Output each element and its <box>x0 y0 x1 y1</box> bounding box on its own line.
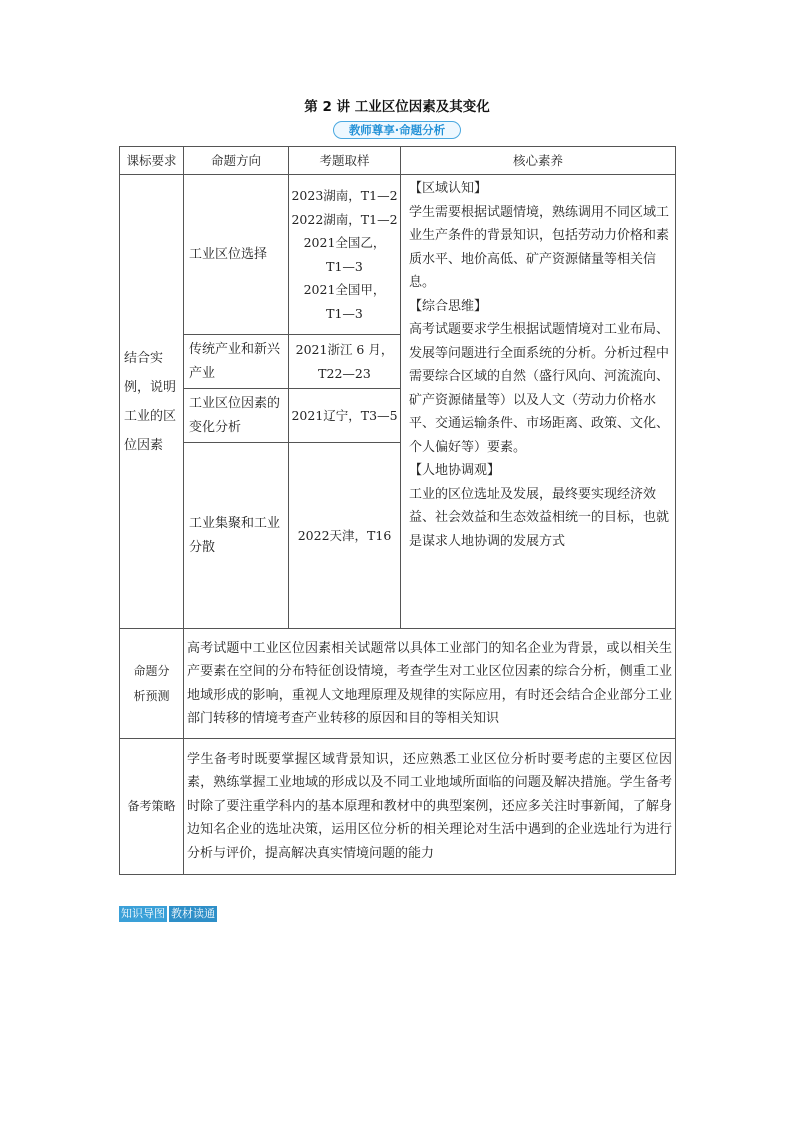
direction-cell: 工业区位因素的变化分析 <box>184 389 289 443</box>
header-cell: 核心素养 <box>401 147 676 175</box>
requirement-cell: 结合实例，说明工业的区位因素 <box>120 175 184 629</box>
header-cell: 命题方向 <box>184 147 289 175</box>
literacy-text: 工业的区位选址及发展，最终要实现经济效益、社会效益和生态效益相统一的目标，也就是谋求人地协调的发展方式 <box>409 486 670 549</box>
direction-cell: 工业集聚和工业分散 <box>184 443 289 629</box>
analysis-label-cell: 命题分析预测 <box>120 629 184 739</box>
source-cell <box>289 175 401 335</box>
table-header-row <box>120 147 676 175</box>
tag-knowledge-map: 知识导图 <box>121 907 165 920</box>
strategy-label-cell: 备考策略 <box>120 739 184 875</box>
page-title: 第 2 讲 工业区位因素及其变化 <box>304 99 490 115</box>
literacy-heading: 【综合思维】 <box>409 298 488 314</box>
table-row <box>120 629 676 739</box>
source-cell <box>289 443 401 629</box>
analysis-table <box>119 146 676 875</box>
tag-textbook-reading: 教材读通 <box>171 907 215 920</box>
literacy-text: 学生需要根据试题情境，熟练调用不同区域工业生产条件的背景知识，包括劳动力价格和素质水平、地价高低、矿产资源储量等相关信息。 <box>409 204 670 290</box>
table-row <box>120 739 676 875</box>
literacy-heading: 【区域认知】 <box>409 181 488 196</box>
core-literacy-cell <box>401 175 676 629</box>
section-tags <box>119 906 217 922</box>
source-line: T1—3 <box>326 305 363 321</box>
source-line: T1—3 <box>326 258 363 274</box>
literacy-text: 高考试题要求学生根据试题情境对工业布局、发展等问题进行全面系统的分析。分析过程中需要综合区域的自然（盛行风向、河流流向、矿产资源储量等）以及人文（劳动力价格水平、交通运输条件、市场距离、政策、文化、个人偏好等）要素。 <box>409 322 670 455</box>
source-line: 2021全国乙， <box>303 235 386 250</box>
source-line: 2021全国甲， <box>303 282 386 297</box>
direction-cell: 工业区位选择 <box>184 175 289 335</box>
analysis-text-cell: 高考试题中工业区位因素相关试题常以具体工业部门的知名企业为背景，或以相关生产要素在空间的分布特征创设情境，考查学生对工业区位因素的综合分析，侧重工业地域形成的影响，重视人文地理原理及规律的实际应用，有时还会结合企业部分工业部门转移的情境考查产业转移的原因和目的等相关知识 <box>184 629 676 739</box>
strategy-text-cell: 学生备考时既要掌握区域背景知识，还应熟悉工业区位分析时要考虑的主要区位因素，熟练掌握工业地域的形成以及不同工业地域所面临的问题及解决措施。学生备考时除了要注重学科内的基本原理和教材中的典型案例，还应多关注时事新闻，了解身边知名企业的选址决策，运用区位分析的相关理论对生活中遇到的企业选址行为进行分析与评价，提高解决真实情境问题的能力 <box>184 739 676 875</box>
header-cell: 考题取样 <box>289 147 401 175</box>
source-cell <box>289 389 401 443</box>
source-cell <box>289 335 401 389</box>
teacher-badge: 教师尊享·命题分析 <box>333 121 461 139</box>
source-line: 2021辽宁，T3—5 <box>291 407 398 423</box>
header-cell: 课标要求 <box>120 147 184 175</box>
direction-cell: 传统产业和新兴产业 <box>184 335 289 389</box>
table-row <box>120 175 676 335</box>
source-line: 2022天津，T16 <box>297 527 392 543</box>
source-line: T22—23 <box>318 365 371 381</box>
source-line: 2022湖南，T1—2 <box>291 211 398 227</box>
source-line: 2021浙江 6 月， <box>295 342 394 357</box>
source-line: 2023湖南，T1—2 <box>291 188 398 203</box>
literacy-heading: 【人地协调观】 <box>409 463 501 478</box>
